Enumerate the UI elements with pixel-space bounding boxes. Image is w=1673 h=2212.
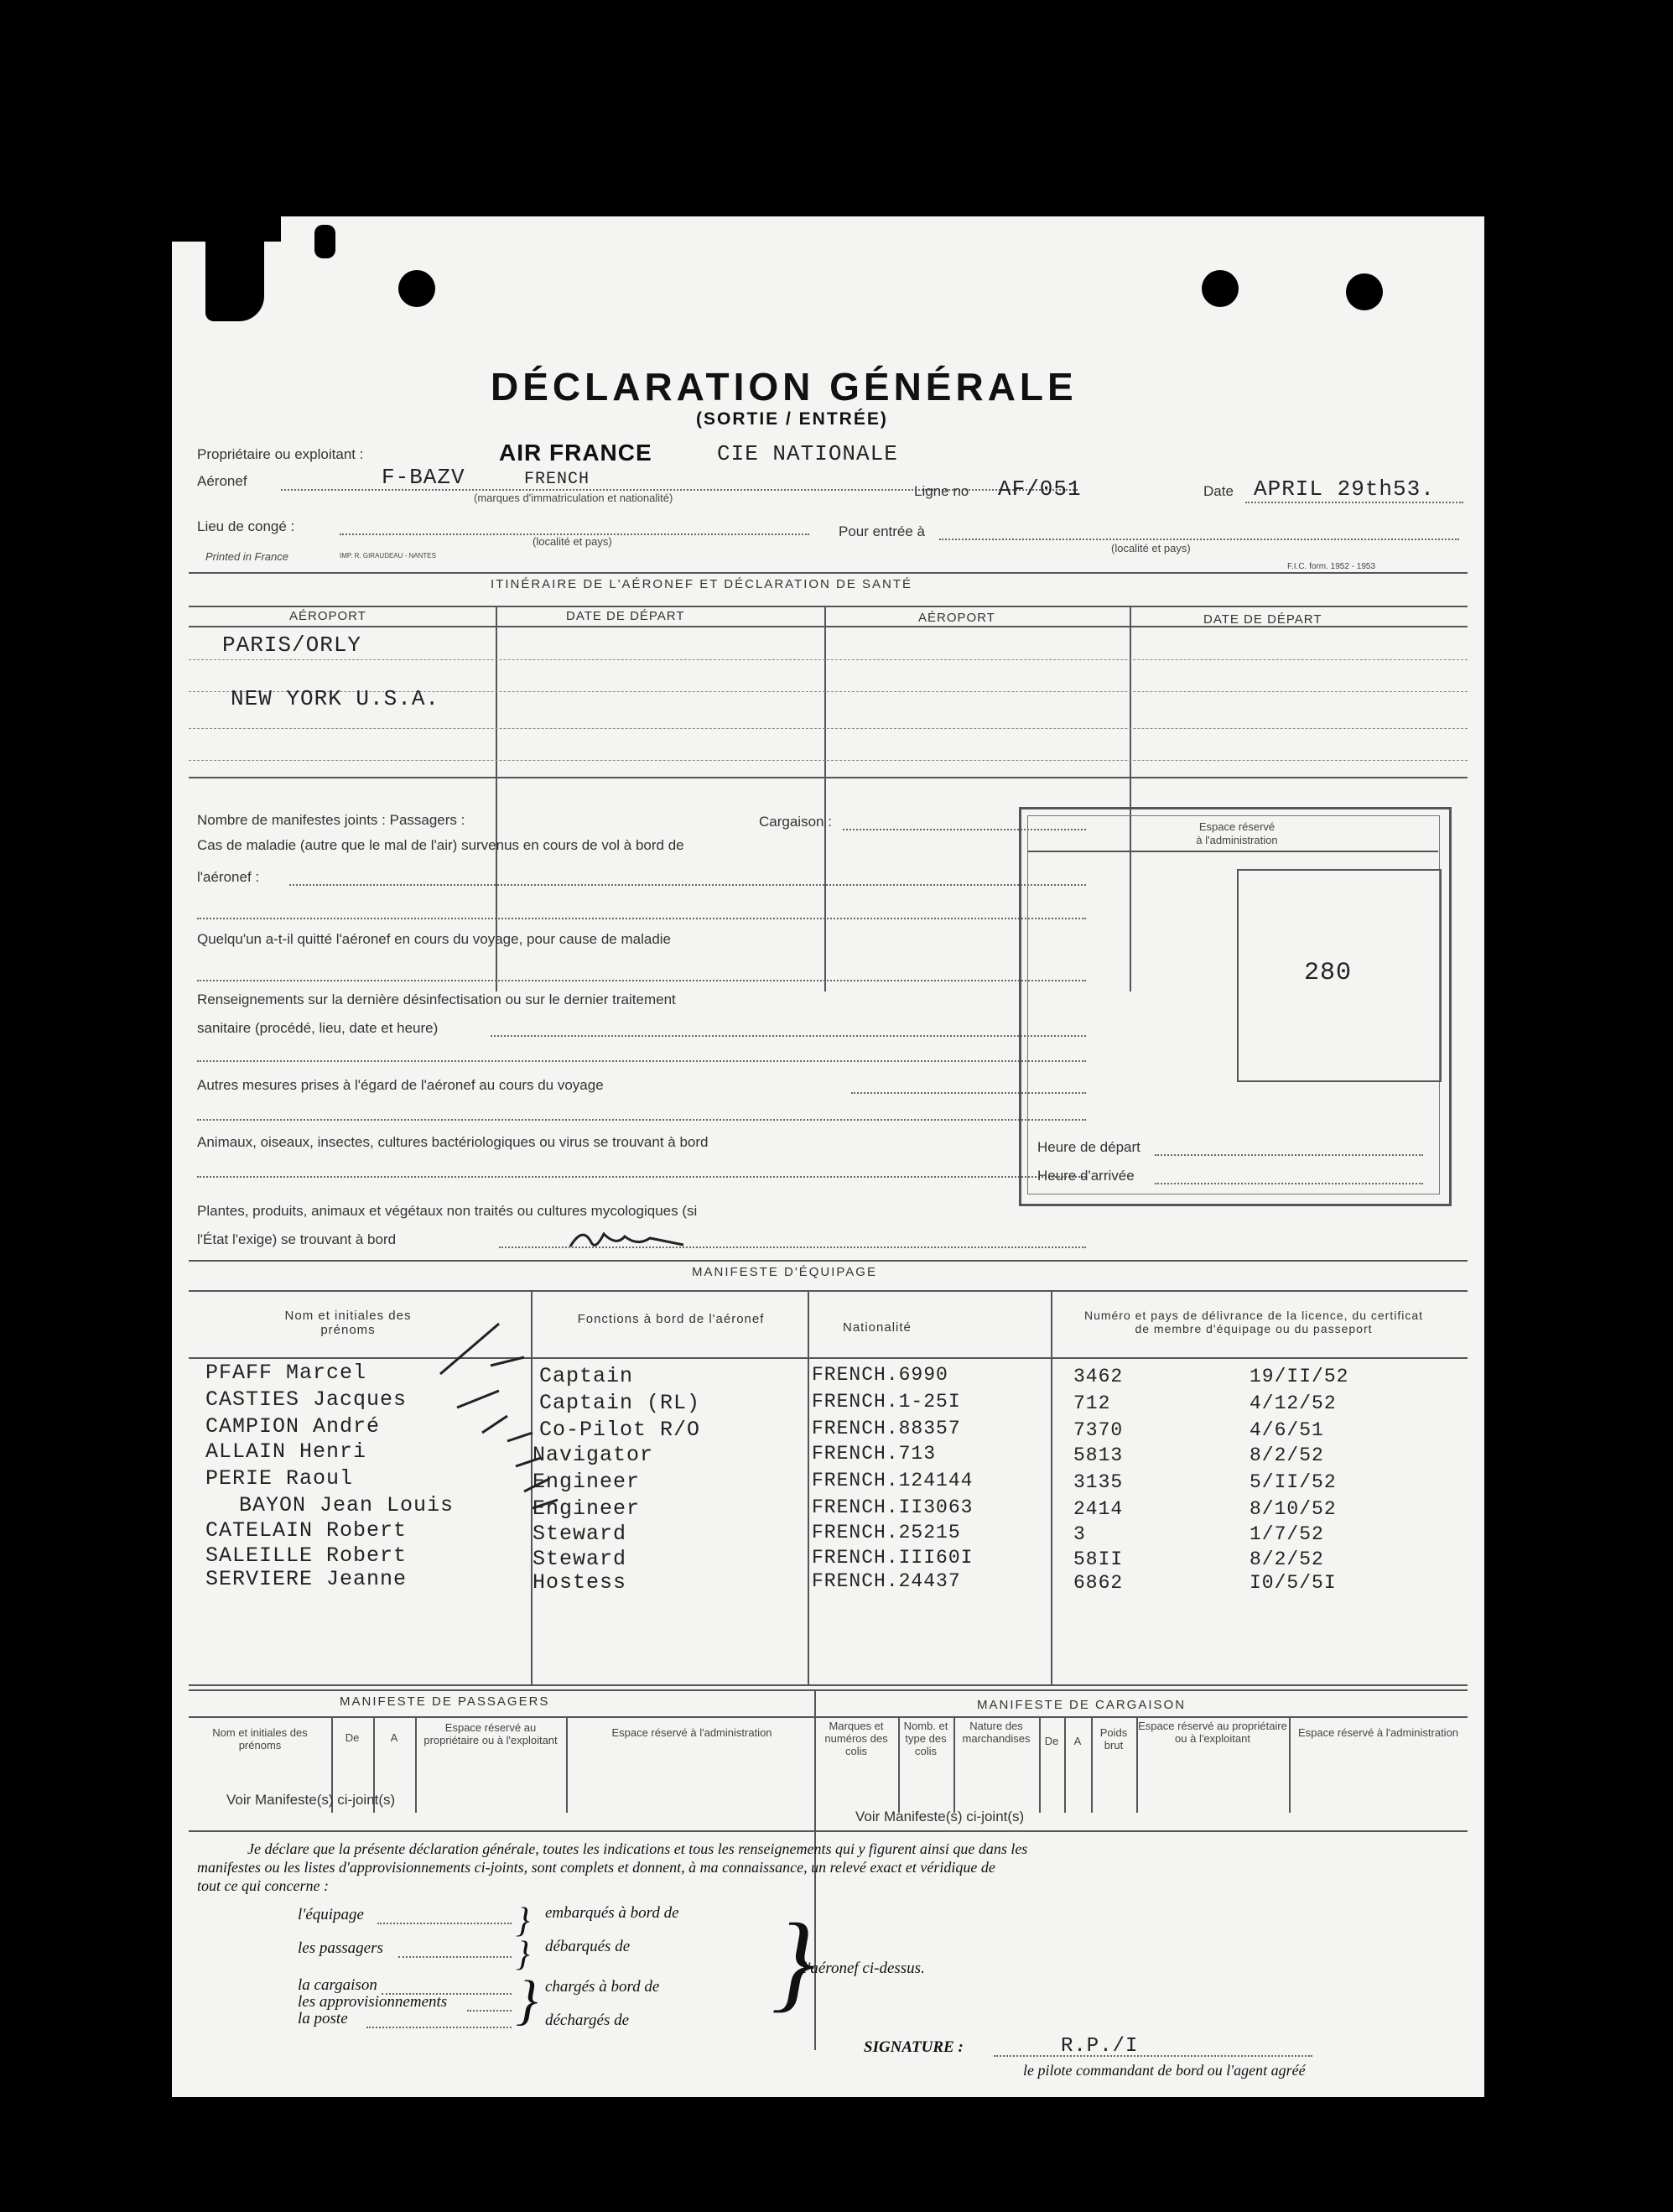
line-value: AF/051	[998, 476, 1082, 502]
disease-label: Cas de maladie (autre que le mal de l'air) survenus en cours de vol à bord de	[197, 837, 684, 853]
aircraft-hint: (marques d'immatriculation et nationalité)	[474, 492, 673, 504]
departure-time-dots	[1155, 1154, 1423, 1156]
manifests-label: Nombre de manifestes joints : Passagers :	[197, 812, 465, 828]
manifests-header-top	[189, 1716, 1468, 1718]
decl-crew-dots	[377, 1923, 512, 1924]
crew-license-date: 8/2/52	[1250, 1548, 1324, 1570]
cargo-divider	[1064, 1716, 1066, 1813]
itinerary-top-border	[189, 572, 1468, 574]
disinfection-dots-2	[197, 1060, 1086, 1062]
initials-mark	[566, 1221, 692, 1261]
crew-function: Steward	[533, 1522, 627, 1546]
declaration-text-2: manifestes ou les listes d'approvisionnements ci-joints, sont complets et donnent, à ma connaissance, un relevé exact et véridique de	[197, 1859, 995, 1876]
cargo-divider	[1039, 1716, 1041, 1813]
crew-name: CATELAIN Robert	[205, 1518, 408, 1543]
crew-nationality: FRENCH.25215	[812, 1522, 961, 1543]
crew-nationality: FRENCH.6990	[812, 1364, 948, 1386]
decl-mail-dots	[366, 2027, 512, 2028]
declaration-text-1: Je déclare que la présente déclaration générale, toutes les indications et tous les renseignements qui y figurent ainsi que dans les	[247, 1840, 1028, 1857]
crew-license-number: 5813	[1073, 1444, 1124, 1466]
disinfection-label-2: sanitaire (procédé, lieu, date et heure)	[197, 1020, 439, 1036]
crew-function: Engineer	[533, 1496, 641, 1521]
crew-function: Co-Pilot R/O	[539, 1418, 701, 1442]
decl-passengers: les passagers	[298, 1939, 383, 1957]
handwritten-initials	[566, 1221, 692, 1255]
crew-license-date: I0/5/5I	[1250, 1572, 1337, 1594]
crew-license-number: 3462	[1073, 1366, 1124, 1387]
crew-col-name: Nom et initiales des prénoms	[284, 1309, 412, 1337]
cargo-col-from: De	[1044, 1735, 1059, 1747]
punch-hole	[1202, 270, 1239, 307]
crew-license-date: 1/7/52	[1250, 1523, 1324, 1545]
admin-stamp-number: 280	[1304, 959, 1353, 987]
cargo-col-weight: Poids brut	[1099, 1726, 1128, 1751]
decl-disembarked: débarqués de	[545, 1938, 631, 1955]
pax-col-to: A	[390, 1731, 398, 1744]
itinerary-col-airport-2: AÉROPORT	[918, 611, 995, 625]
disinfection-dots	[491, 1035, 1086, 1037]
cargo-count-label: Cargaison :	[759, 814, 832, 830]
pax-divider	[415, 1716, 417, 1813]
decl-loaded: chargés à bord de	[545, 1978, 660, 1996]
aircraft-value: F-BAZV	[382, 465, 465, 490]
crew-license-date: 8/10/52	[1250, 1498, 1337, 1520]
punch-hole	[1346, 273, 1383, 310]
departure-time-label: Heure de départ	[1037, 1139, 1140, 1155]
itinerary-title: ITINÉRAIRE DE L'AÉRONEF ET DÉCLARATION DE SANTÉ	[491, 577, 913, 591]
punch-hole	[398, 270, 435, 307]
pax-col-operator: Espace réservé au propriétaire ou à l'exploitant	[423, 1721, 558, 1746]
printer: IMP. R. GIRAUDEAU - NANTES	[340, 552, 436, 560]
signatory-label: le pilote commandant de bord ou l'agent agréé	[1023, 2062, 1306, 2079]
crew-nationality: FRENCH.124144	[812, 1470, 974, 1491]
decl-crew: l'équipage	[298, 1906, 364, 1923]
measures-label: Autres mesures prises à l'égard de l'aéronef au cours du voyage	[197, 1077, 604, 1093]
crew-name: BAYON Jean Louis	[239, 1493, 455, 1517]
declaration-form	[172, 216, 1484, 2097]
disease-dots-2	[197, 918, 1086, 919]
torn-corner-3	[314, 225, 335, 258]
decl-brace-2: }	[516, 1935, 530, 1974]
crew-name: ALLAIN Henri	[205, 1439, 367, 1464]
declaration-text-3: tout ce qui concerne :	[197, 1877, 329, 1894]
form-reference: F.I.C. form. 1952 - 1953	[1287, 562, 1376, 571]
arrival-time-dots	[1155, 1183, 1423, 1184]
crew-function: Captain	[539, 1364, 634, 1388]
disease-label-2: l'aéronef :	[197, 869, 260, 885]
plants-label-2: l'État l'exige) se trouvant à bord	[197, 1231, 397, 1247]
departure-place-hint: (localité et pays)	[533, 535, 612, 548]
crew-license-number: 3135	[1073, 1471, 1124, 1493]
crew-header-bottom	[189, 1357, 1468, 1359]
decl-brace-3: }	[516, 1970, 538, 2031]
crew-function: Engineer	[533, 1470, 641, 1494]
cargo-col-nature: Nature des marchandises	[962, 1720, 1031, 1745]
crew-nationality: FRENCH.II3063	[812, 1496, 974, 1518]
date-label: Date	[1203, 483, 1234, 499]
decl-passengers-dots	[398, 1956, 512, 1958]
cargo-col-marks: Marques et numéros des colis	[824, 1720, 888, 1757]
decl-supplies-dots	[467, 2010, 512, 2012]
cargo-col-count: Nomb. et type des colis	[903, 1720, 948, 1757]
itinerary-row-line	[189, 728, 1468, 729]
measures-dots-2	[197, 1119, 1086, 1121]
handwritten-tick-marks	[432, 1307, 566, 1517]
pax-divider	[566, 1716, 568, 1813]
crew-name: SERVIERE Jeanne	[205, 1567, 408, 1591]
cargo-col-operator: Espace réservé au propriétaire ou à l'exploitant	[1138, 1720, 1287, 1745]
pax-col-admin: Espace réservé à l'administration	[611, 1726, 772, 1739]
crew-title: MANIFESTE D'ÉQUIPAGE	[692, 1265, 877, 1279]
crew-license-number: 6862	[1073, 1572, 1124, 1594]
crew-divider	[1051, 1290, 1052, 1684]
crew-nationality: FRENCH.III60I	[812, 1547, 974, 1569]
date-dots	[1245, 502, 1463, 503]
arrival-time-label: Heure d'arrivée	[1037, 1168, 1135, 1184]
decl-brace-1: }	[516, 1902, 530, 1940]
signature-label: SIGNATURE :	[864, 2038, 964, 2056]
pax-col-from: De	[345, 1731, 360, 1744]
crew-header-top	[189, 1290, 1468, 1292]
signature-dots	[994, 2055, 1312, 2057]
cargo-see-manifest: Voir Manifeste(s) ci-joint(s)	[855, 1809, 1025, 1824]
decl-cargo: la cargaison	[298, 1976, 377, 1994]
manifests-top-border	[189, 1684, 1468, 1686]
crew-function: Steward	[533, 1547, 627, 1571]
form-subtitle: (SORTIE / ENTRÉE)	[696, 409, 888, 429]
crew-license-date: 8/2/52	[1250, 1444, 1324, 1466]
form-title: DÉCLARATION GÉNÉRALE	[491, 365, 1078, 409]
crew-function: Hostess	[533, 1570, 627, 1595]
admin-box-title-2: à l'administration	[1196, 834, 1278, 846]
crew-nationality: FRENCH.88357	[812, 1418, 961, 1439]
decl-mail: la poste	[298, 2010, 348, 2027]
aircraft-nationality: FRENCH	[524, 470, 590, 489]
crew-license-date: 4/6/51	[1250, 1419, 1324, 1441]
disease-dots	[289, 884, 1086, 886]
signature-value: R.P./I	[1061, 2035, 1139, 2058]
departure-place-label: Lieu de congé :	[197, 518, 295, 534]
entry-label: Pour entrée à	[839, 523, 926, 539]
itinerary-subheader-border	[189, 626, 1468, 627]
decl-supplies: les approvisionnements	[298, 1993, 448, 2011]
itinerary-divider	[824, 606, 826, 991]
date-value: APRIL 29th53.	[1254, 476, 1435, 502]
entry-hint: (localité et pays)	[1111, 542, 1191, 554]
crew-nationality: FRENCH.713	[812, 1443, 937, 1465]
crew-license-number: 712	[1073, 1392, 1111, 1414]
manifests-top-border-2	[189, 1689, 1468, 1691]
crew-col-license: Numéro et pays de délivrance de la licence, du certificat de membre d'équipage ou du passeport	[1083, 1309, 1424, 1335]
animals-dots	[197, 1176, 1086, 1178]
aircraft-label: Aéronef	[197, 473, 247, 489]
itinerary-bottom-border	[189, 777, 1468, 778]
passengers-title: MANIFESTE DE PASSAGERS	[340, 1694, 550, 1709]
cargo-divider	[953, 1716, 955, 1813]
crew-license-date: 4/12/52	[1250, 1392, 1337, 1414]
pax-see-manifest: Voir Manifeste(s) ci-joint(s)	[226, 1792, 396, 1808]
owner-value: AIR FRANCE	[499, 440, 652, 466]
cargo-col-admin: Espace réservé à l'administration	[1297, 1726, 1459, 1739]
crew-license-date: 19/II/52	[1250, 1366, 1349, 1387]
plants-label: Plantes, produits, animaux et végétaux non traités ou cultures mycologiques (si	[197, 1203, 698, 1219]
itinerary-col-date-1: DATE DE DÉPART	[566, 609, 685, 623]
line-label: Ligne no	[914, 483, 969, 499]
crew-name: PFAFF Marcel	[205, 1361, 367, 1385]
entry-dots	[939, 539, 1459, 540]
crew-top-border	[189, 1260, 1468, 1262]
torn-corner-2	[205, 216, 264, 321]
crew-license-number: 3	[1073, 1523, 1086, 1545]
crew-function: Captain (RL)	[539, 1391, 701, 1415]
left-aircraft-label: Quelqu'un a-t-il quitté l'aéronef en cours du voyage, pour cause de maladie	[197, 931, 672, 947]
decl-big-brace: }	[772, 1902, 815, 2022]
crew-name: CAMPION André	[205, 1414, 381, 1439]
itinerary-col-airport-1: AÉROPORT	[289, 609, 366, 623]
cargo-col-to: A	[1073, 1735, 1082, 1747]
pax-col-name: Nom et initiales des prénoms	[212, 1726, 308, 1751]
animals-label: Animaux, oiseaux, insectes, cultures bactériologiques ou virus se trouvant à bord	[197, 1134, 709, 1150]
owner-label: Propriétaire ou exploitant :	[197, 446, 364, 462]
crew-divider	[808, 1290, 809, 1684]
decl-unloaded: déchargés de	[545, 2012, 630, 2029]
decl-aircraft: l'aéronef ci-dessus.	[803, 1960, 925, 1977]
itinerary-row-line	[189, 659, 1468, 660]
crew-col-function: Fonctions à bord de l'aéronef	[577, 1312, 765, 1326]
decl-embarked: embarqués à bord de	[545, 1904, 679, 1922]
crew-license-number: 7370	[1073, 1419, 1124, 1441]
crew-license-number: 58II	[1073, 1548, 1124, 1570]
crew-name: CASTIES Jacques	[205, 1387, 408, 1412]
admin-box-title: Espace réservé	[1198, 820, 1276, 833]
disinfection-label: Renseignements sur la dernière désinfectisation ou sur le dernier traitement	[197, 991, 676, 1007]
cargo-title: MANIFESTE DE CARGAISON	[977, 1698, 1187, 1712]
itinerary-col-date-2: DATE DE DÉPART	[1203, 612, 1322, 627]
printed-in: Printed in France	[205, 550, 288, 563]
crew-nationality: FRENCH.24437	[812, 1570, 961, 1592]
left-aircraft-dots	[197, 980, 1086, 981]
crew-function: Navigator	[533, 1443, 654, 1467]
crew-name: PERIE Raoul	[205, 1466, 354, 1491]
cargo-divider	[1289, 1716, 1291, 1813]
owner-value-2: CIE NATIONALE	[717, 441, 898, 466]
crew-col-nationality: Nationalité	[843, 1320, 912, 1335]
crew-license-number: 2414	[1073, 1498, 1124, 1520]
manifests-bottom-border	[189, 1830, 1468, 1832]
itinerary-header-border	[189, 606, 1468, 607]
crew-nationality: FRENCH.1-25I	[812, 1391, 961, 1413]
itinerary-airport-1: PARIS/ORLY	[222, 632, 362, 658]
crew-name: SALEILLE Robert	[205, 1543, 408, 1568]
admin-box-divider	[1027, 851, 1438, 852]
crew-license-date: 5/II/52	[1250, 1471, 1337, 1493]
itinerary-row-line	[189, 760, 1468, 761]
itinerary-airport-2: NEW YORK U.S.A.	[231, 686, 440, 711]
